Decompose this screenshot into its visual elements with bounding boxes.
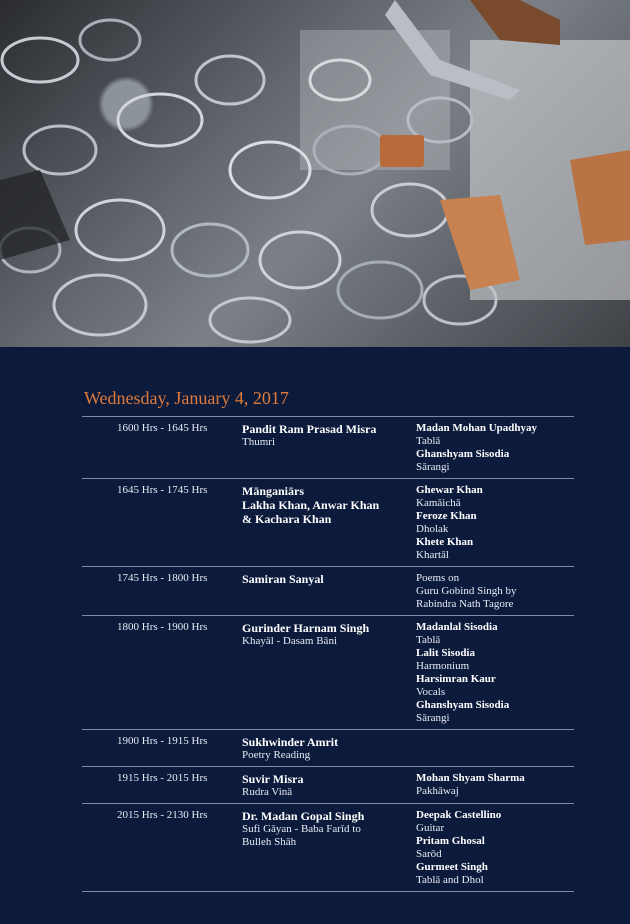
performer-name: Pandit Ram Prasad Misra (242, 422, 377, 436)
performer (242, 572, 416, 611)
accompanist-name: Pritam Ghosal (416, 835, 485, 847)
schedule-row (82, 803, 574, 892)
accompanist-instrument: Tablā and Dhol (416, 874, 484, 886)
accompanist-name: Ghanshyam Sisodia (416, 448, 510, 460)
time-slot: 1600 Hrs - 1645 Hrs (117, 422, 208, 434)
schedule-row (82, 478, 574, 566)
accompanist-name: Mohan Shyam Sharma (416, 772, 525, 784)
accompanist-name: Deepak Castellino (416, 809, 502, 821)
accompanists (416, 772, 574, 799)
accompanist-name: Feroze Khan (416, 510, 477, 522)
performer-name: Suvir Misra (242, 772, 304, 786)
accompanists (416, 422, 574, 474)
accompanists (416, 735, 574, 762)
accompaniment-note: Poems on (416, 572, 460, 584)
accompanists (416, 484, 574, 562)
performance-genre: Rudra Vinā (242, 786, 293, 798)
performance-genre: Sufi Gāyan - Baba Farīd to Bulleh Shāh (242, 823, 361, 848)
time-slot: 1900 Hrs - 1915 Hrs (117, 735, 208, 747)
header-photo (0, 0, 630, 347)
performance-genre: Khayāl - Dasam Bāni (242, 635, 337, 647)
performer-name: Mānganiārs Lakha Khan, Anwar Khan & Kachara Khan (242, 484, 380, 526)
schedule-row (82, 566, 574, 615)
schedule-rows (82, 416, 574, 892)
performer (242, 809, 416, 887)
time-slot: 1745 Hrs - 1800 Hrs (117, 572, 208, 584)
time-slot: 1915 Hrs - 2015 Hrs (117, 772, 208, 784)
accompanist-instrument: Khartāl (416, 549, 449, 561)
accompanist-instrument: Tablā (416, 435, 441, 447)
performance-genre: Thumri (242, 436, 275, 448)
accompanist-name: Madan Mohan Upadhyay (416, 422, 538, 434)
accompanist-name: Madanlal Sisodia (416, 621, 498, 633)
performer (242, 621, 416, 725)
accompanists (416, 809, 574, 887)
schedule-row (82, 729, 574, 766)
accompanist-instrument: Vocals (416, 686, 446, 698)
time-slot: 1645 Hrs - 1745 Hrs (117, 484, 208, 496)
accompanist-name: Harsimran Kaur (416, 673, 496, 685)
performer-name: Samiran Sanyal (242, 572, 324, 586)
performer-name: Sukhwinder Amrit (242, 735, 339, 749)
performer (242, 422, 416, 474)
date-heading: Wednesday, January 4, 2017 (84, 388, 289, 408)
time-slot: 2015 Hrs - 2130 Hrs (117, 809, 208, 821)
time-slot: 1800 Hrs - 1900 Hrs (117, 621, 208, 633)
performer-name: Gurinder Harnam Singh (242, 621, 370, 635)
accompanist-instrument: Kamāichā (416, 497, 461, 509)
schedule-row (82, 615, 574, 729)
accompanist-instrument: Guitar (416, 822, 445, 834)
performance-genre: Poetry Reading (242, 749, 311, 761)
accompanist-name: Gurmeet Singh (416, 861, 488, 873)
accompanist-name: Ghewar Khan (416, 484, 483, 496)
accompanist-instrument: Harmonium (416, 660, 470, 672)
schedule (82, 388, 574, 892)
accompanist-name: Lalit Sisodia (416, 647, 475, 659)
accompanists (416, 621, 574, 725)
performer-name: Dr. Madan Gopal Singh (242, 809, 365, 823)
accompaniment-note: Rabindra Nath Tagore (416, 598, 514, 610)
accompanist-instrument: Sarōd (416, 848, 442, 860)
accompanist-instrument: Dholak (416, 523, 449, 535)
accompanist-instrument: Pakhāwaj (416, 785, 459, 797)
performer (242, 735, 416, 762)
accompanist-instrument: Sārangi (416, 712, 450, 724)
accompanist-name: Ghanshyam Sisodia (416, 699, 510, 711)
schedule-row (82, 766, 574, 803)
accompanist-instrument: Sārangi (416, 461, 450, 473)
performer (242, 484, 416, 562)
accompanist-name: Khete Khan (416, 536, 474, 548)
bangles-photo-icon (0, 0, 630, 347)
accompaniment-note: Guru Gobind Singh by (416, 585, 517, 597)
accompanist-instrument: Tablā (416, 634, 441, 646)
performer (242, 772, 416, 799)
accompanists (416, 572, 574, 611)
schedule-row (82, 416, 574, 478)
